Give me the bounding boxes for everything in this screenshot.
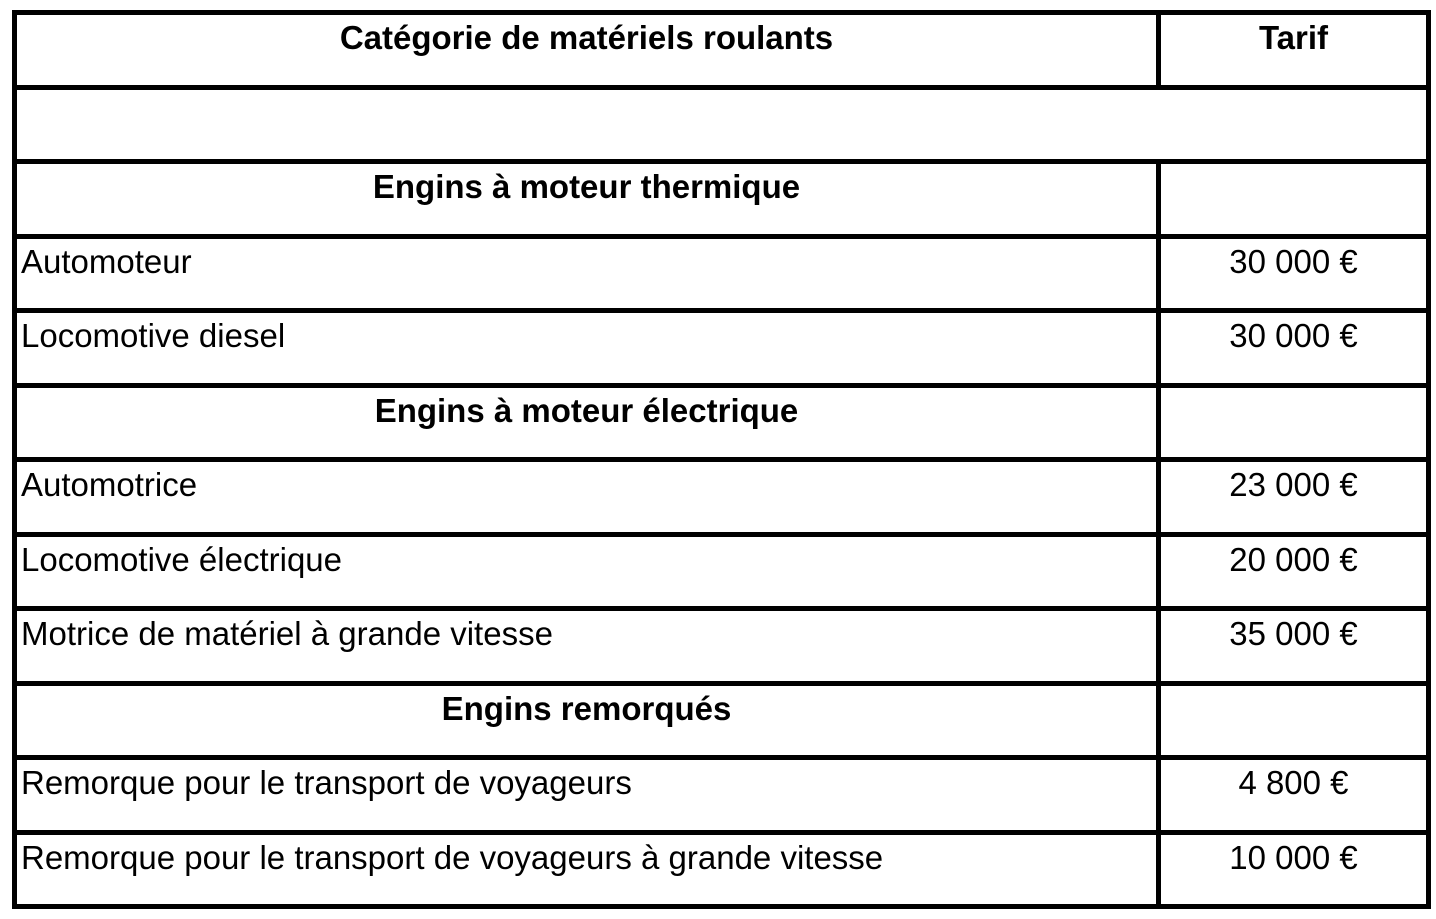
category-cell [15, 236, 1159, 311]
tarif-value: 10 000 € [1229, 838, 1358, 876]
table-row [15, 832, 1429, 907]
tarif-value: 20 000 € [1229, 540, 1358, 578]
section-title: Engins remorqués [441, 689, 732, 727]
tarif-value: 35 000 € [1229, 615, 1358, 652]
tarif-value: 30 000 € [1229, 242, 1358, 280]
section-tarif-cell [1159, 683, 1429, 758]
section-title-cell [15, 683, 1159, 758]
empty-row [15, 87, 1429, 162]
tarif-value: 23 000 € [1229, 466, 1358, 503]
tarif-cell [1159, 534, 1429, 609]
section-row [15, 683, 1429, 758]
tarif-cell [1159, 758, 1429, 833]
category-label: Automoteur [21, 242, 192, 280]
category-label: Locomotive diesel [21, 317, 286, 354]
category-cell [15, 758, 1159, 833]
tarif-cell [1159, 832, 1429, 907]
section-title: Engins à moteur électrique [374, 391, 799, 429]
column-header-tarif-label: Tarif [1258, 19, 1329, 56]
tarif-value: 4 800 € [1238, 764, 1349, 801]
table-row [15, 236, 1429, 311]
tarif-cell [1159, 609, 1429, 684]
category-label: Locomotive électrique [21, 540, 343, 578]
section-title-cell [15, 162, 1159, 237]
empty-cell [15, 87, 1429, 162]
column-header-tarif [1159, 13, 1429, 88]
category-label: Automotrice [21, 466, 198, 503]
category-label: Remorque pour le transport de voyageurs à grande vitesse [21, 838, 884, 876]
category-cell [15, 609, 1159, 684]
category-label: Remorque pour le transport de voyageurs [21, 764, 632, 801]
section-title-cell [15, 385, 1159, 460]
tarif-table [12, 10, 1431, 909]
tarif-cell [1159, 236, 1429, 311]
table-row [15, 758, 1429, 833]
header-row [15, 13, 1429, 88]
section-tarif-cell [1159, 162, 1429, 237]
category-cell [15, 460, 1159, 535]
column-header-category [15, 13, 1159, 88]
category-cell [15, 311, 1159, 386]
table-row [15, 460, 1429, 535]
category-label: Motrice de matériel à grande vitesse [21, 615, 553, 652]
tarif-cell [1159, 460, 1429, 535]
section-title: Engins à moteur thermique [372, 168, 801, 205]
table-row [15, 534, 1429, 609]
table-row [15, 609, 1429, 684]
tarif-cell [1159, 311, 1429, 386]
section-tarif-cell [1159, 385, 1429, 460]
category-cell [15, 832, 1159, 907]
column-header-category-label: Catégorie de matériels roulants [339, 19, 834, 56]
table-row [15, 311, 1429, 386]
section-row [15, 162, 1429, 237]
category-cell [15, 534, 1159, 609]
tarif-value: 30 000 € [1229, 317, 1358, 354]
section-row [15, 385, 1429, 460]
